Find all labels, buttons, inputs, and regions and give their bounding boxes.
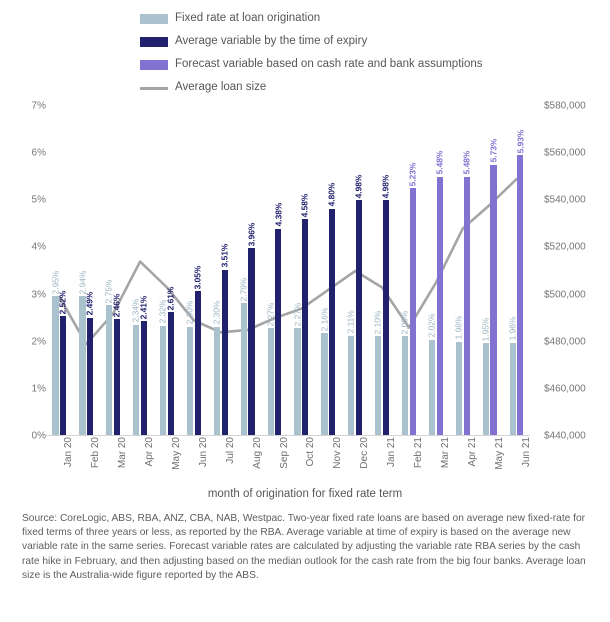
legend-item-2 bbox=[140, 54, 600, 76]
legend-item-0 bbox=[140, 8, 600, 30]
bar-group bbox=[180, 107, 207, 435]
bar-average-variable bbox=[383, 200, 389, 435]
bar-group bbox=[234, 107, 261, 435]
bar-group bbox=[207, 107, 234, 435]
y-axis-right-tick: $460,000 bbox=[544, 383, 586, 395]
bar-average-variable bbox=[195, 291, 201, 435]
bar-group bbox=[154, 107, 181, 435]
legend-item-label: Average variable by the time of expiry bbox=[175, 35, 368, 48]
bar-value-label: 2.09% bbox=[399, 310, 410, 335]
bar-value-label: 5.93% bbox=[515, 129, 526, 154]
bar-average-variable bbox=[356, 200, 362, 435]
bar-group bbox=[476, 107, 503, 435]
x-axis-tick: Nov 20 bbox=[332, 437, 344, 469]
y-axis-left-tick: 5% bbox=[31, 194, 46, 206]
y-axis-left-tick: 3% bbox=[31, 289, 46, 301]
y-axis-right-tick: $440,000 bbox=[544, 430, 586, 442]
bar-average-variable bbox=[87, 318, 93, 435]
y-axis-right-tick: $480,000 bbox=[544, 336, 586, 348]
x-axis-tick: Feb 21 bbox=[413, 437, 424, 469]
bar-value-label: 2.30% bbox=[184, 300, 195, 325]
x-axis-tick: Jun 20 bbox=[197, 437, 209, 468]
bar-group bbox=[288, 107, 315, 435]
x-axis-tick: May 21 bbox=[493, 437, 505, 470]
bar-fixed-rate bbox=[106, 305, 112, 435]
legend-item-label: Forecast variable based on cash rate and bank assumptions bbox=[175, 58, 483, 71]
bar-value-label: 2.41% bbox=[138, 295, 149, 320]
bar-fixed-rate bbox=[241, 303, 247, 435]
bar-group bbox=[100, 107, 127, 435]
bar-group bbox=[315, 107, 342, 435]
bar-average-variable bbox=[222, 270, 228, 435]
bar-value-label: 2.30% bbox=[211, 300, 222, 325]
bar-fixed-rate bbox=[268, 328, 274, 435]
legend-item-label: Average loan size bbox=[175, 81, 267, 94]
line-swatch bbox=[140, 87, 168, 90]
bar-value-label: 2.95% bbox=[50, 270, 61, 294]
bar-value-label: 4.80% bbox=[326, 182, 337, 207]
bar-group bbox=[342, 107, 369, 435]
bar-value-label: 2.61% bbox=[165, 286, 176, 310]
bar-fixed-rate bbox=[133, 325, 139, 435]
bar-value-label: 2.27% bbox=[292, 302, 303, 326]
x-axis bbox=[46, 437, 530, 485]
bar-value-label: 2.10% bbox=[372, 310, 383, 334]
x-axis-tick: Jan 20 bbox=[63, 437, 75, 468]
square-swatch bbox=[140, 14, 168, 24]
bar-group bbox=[396, 107, 423, 435]
bar-value-label: 1.95% bbox=[480, 317, 491, 342]
bar-value-label: 2.75% bbox=[104, 279, 115, 304]
bar-fixed-rate bbox=[79, 296, 85, 435]
bar-value-label: 2.49% bbox=[84, 291, 95, 316]
x-axis-tick: Jun 21 bbox=[520, 437, 532, 468]
bar-value-label: 4.58% bbox=[299, 193, 310, 218]
bar-fixed-rate bbox=[52, 296, 58, 435]
bar-forecast-variable bbox=[410, 188, 416, 435]
x-axis-tick: Dec 20 bbox=[359, 437, 371, 469]
x-axis-tick: Jul 20 bbox=[224, 437, 236, 464]
bar-group bbox=[449, 107, 476, 435]
bar-value-label: 2.02% bbox=[426, 314, 437, 338]
bar-value-label: 3.51% bbox=[219, 243, 230, 268]
bar-value-label: 3.96% bbox=[246, 222, 257, 247]
y-axis-left-tick: 2% bbox=[31, 336, 46, 348]
x-axis-tick: Mar 20 bbox=[117, 437, 129, 469]
bar-fixed-rate bbox=[456, 342, 462, 435]
y-axis-right-tick: $540,000 bbox=[544, 194, 586, 206]
bar-value-label: 4.98% bbox=[380, 174, 391, 199]
bar-forecast-variable bbox=[464, 177, 470, 435]
y-axis-right-tick: $580,000 bbox=[544, 100, 586, 112]
bar-value-label: 5.23% bbox=[407, 162, 418, 187]
bar-fixed-rate bbox=[321, 333, 327, 435]
y-axis-right-tick: $500,000 bbox=[544, 289, 586, 301]
bar-average-variable bbox=[275, 229, 281, 435]
bar-forecast-variable bbox=[490, 165, 496, 435]
bar-value-label: 4.38% bbox=[273, 202, 284, 227]
bar-value-label: 5.73% bbox=[488, 139, 499, 163]
bar-average-variable bbox=[141, 321, 147, 435]
x-axis-tick: Feb 20 bbox=[90, 437, 102, 469]
bar-fixed-rate bbox=[187, 327, 193, 435]
legend-item-1 bbox=[140, 31, 600, 53]
legend-item-label: Fixed rate at loan origination bbox=[175, 12, 321, 25]
bar-value-label: 4.98% bbox=[353, 174, 364, 199]
y-axis-left-tick: 0% bbox=[31, 430, 46, 442]
bar-forecast-variable bbox=[437, 177, 443, 435]
bar-fixed-rate bbox=[214, 327, 220, 435]
bar-group bbox=[73, 107, 100, 435]
bar-average-variable bbox=[248, 248, 254, 435]
bar-value-label: 1.98% bbox=[453, 315, 464, 340]
y-axis-right-tick: $520,000 bbox=[544, 241, 586, 253]
y-axis-left-tick: 1% bbox=[31, 383, 46, 395]
x-axis-tick: Sep 20 bbox=[278, 437, 290, 469]
bar-value-label: 2.79% bbox=[238, 277, 249, 302]
bar-group bbox=[46, 107, 73, 435]
legend-item-3 bbox=[140, 77, 600, 99]
y-axis-left-tick: 6% bbox=[31, 147, 46, 159]
bar-value-label: 2.32% bbox=[157, 299, 168, 324]
y-axis-right-tick: $560,000 bbox=[544, 147, 586, 159]
source-note: Source: CoreLogic, ABS, RBA, ANZ, CBA, NAB, Westpac. Two-year fixed rate loans are based on average new fixed-rate for fixed terms of three years or less, as reported by the RBA. Average variable at time of expiry is based on the average new variable rate in the same series. Forecast variable rates are calculated by adjusting the variable rate RBA series by the cash rate hike in February, and then adjusting based on the median outlook for the cash rate from the big four banks. Average loan size is the Australia-wide figure reported by the ABS. bbox=[22, 513, 586, 581]
bar-value-label: 2.52% bbox=[57, 290, 68, 315]
x-axis-tick: Apr 20 bbox=[144, 437, 156, 467]
x-axis-tick: Oct 20 bbox=[305, 437, 317, 467]
bar-fixed-rate bbox=[294, 328, 300, 435]
bar-value-label: 3.05% bbox=[192, 265, 203, 290]
bar-forecast-variable bbox=[517, 155, 523, 435]
bar-value-label: 2.34% bbox=[130, 298, 141, 323]
bar-group bbox=[503, 107, 530, 435]
x-axis-tick: Apr 21 bbox=[466, 437, 478, 467]
x-axis-title: month of origination for fixed rate term bbox=[207, 488, 403, 500]
bar-average-variable bbox=[114, 319, 120, 435]
bar-average-variable bbox=[60, 316, 66, 435]
plot-area bbox=[0, 100, 610, 451]
bar-average-variable bbox=[302, 219, 308, 435]
bars-canvas bbox=[46, 106, 530, 436]
x-axis-tick: Mar 21 bbox=[439, 437, 451, 469]
bar-fixed-rate bbox=[429, 340, 435, 435]
square-swatch bbox=[140, 37, 168, 47]
bar-fixed-rate bbox=[483, 343, 489, 435]
bar-fixed-rate bbox=[510, 343, 516, 435]
y-axis-left-tick: 7% bbox=[31, 100, 46, 112]
bar-group bbox=[369, 107, 396, 435]
bar-value-label: 2.16% bbox=[319, 307, 330, 332]
square-swatch bbox=[140, 60, 168, 70]
bar-group bbox=[422, 107, 449, 435]
bar-fixed-rate bbox=[375, 336, 381, 435]
x-axis-tick: Jan 21 bbox=[386, 437, 398, 468]
bar-value-label: 5.48% bbox=[434, 150, 445, 175]
bar-group bbox=[261, 107, 288, 435]
bar-fixed-rate bbox=[160, 326, 166, 435]
x-axis-tick: Aug 20 bbox=[251, 437, 263, 469]
bar-group bbox=[127, 107, 154, 435]
bar-value-label: 2.94% bbox=[77, 270, 88, 295]
bar-average-variable bbox=[329, 209, 335, 435]
bar-value-label: 2.27% bbox=[265, 302, 276, 326]
y-axis-right bbox=[544, 100, 606, 442]
bar-value-label: 2.46% bbox=[111, 293, 122, 318]
bar-fixed-rate bbox=[348, 336, 354, 435]
bar-value-label: 5.48% bbox=[461, 150, 472, 175]
bar-fixed-rate bbox=[402, 336, 408, 435]
bar-value-label: 1.96% bbox=[507, 316, 518, 341]
y-axis-left bbox=[10, 100, 46, 442]
bar-value-label: 2.11% bbox=[346, 310, 357, 334]
chart-legend bbox=[140, 8, 600, 100]
y-axis-left-tick: 4% bbox=[31, 241, 46, 253]
x-axis-tick: May 20 bbox=[171, 437, 182, 470]
bar-average-variable bbox=[168, 312, 174, 435]
